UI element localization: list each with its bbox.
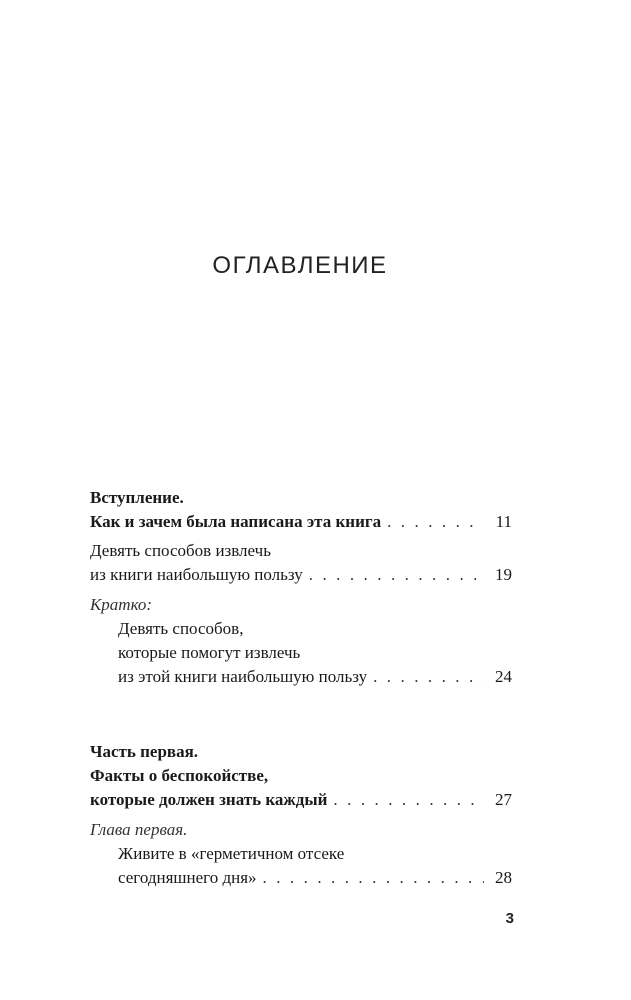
toc-entry-page-number: 24 [495,667,512,686]
toc-entry-chapter-one[interactable] [90,818,512,890]
toc-entry-introduction[interactable] [90,486,512,534]
toc-entry-title: сегодняшнего дня» [118,868,257,887]
toc-entry-line: Вступление. [90,488,184,507]
toc-entry-last-line [90,788,512,812]
toc-entry-title: из книги наибольшую пользу [90,565,303,584]
toc-entry-line: Девять способов, [118,619,244,638]
toc-entry-line: Часть первая. [90,742,199,761]
toc-entry-last-line [90,510,512,534]
toc-entry-page-number: 27 [495,790,512,809]
toc-entry-line: Факты о беспокойстве, [90,766,269,785]
toc-entry-last-line [90,563,512,587]
toc-entry-title: которые должен знать каждый [90,790,328,809]
toc-entry-last-line [90,866,512,890]
dot-leader [333,788,484,812]
dot-leader [263,866,484,890]
toc-entry-summary[interactable] [90,593,512,689]
toc-entry-part-one[interactable] [90,740,512,812]
dot-leader [309,563,484,587]
toc-entry-label: Кратко: [90,595,153,614]
toc-entry-page-number: 11 [495,512,512,531]
toc-heading: ОГЛАВЛЕНИЕ [212,252,388,279]
toc-entry-title: из этой книги наибольшую пользу [118,667,368,686]
toc-entry-nine-ways[interactable] [90,539,512,587]
toc-entry-page-number: 19 [495,565,512,584]
toc-entry-page-number: 28 [495,868,512,887]
dot-leader [373,665,484,689]
toc-entry-line: Девять способов извлечь [90,541,271,560]
dot-leader [387,510,484,534]
toc-entry-label: Глава первая. [90,820,188,839]
toc-entry-line: которые помогут извлечь [118,643,301,662]
toc-entry-line: Живите в «герметичном отсеке [118,844,345,863]
toc-entry-title: Как и зачем была написана эта книга [90,512,382,531]
page-number: 3 [505,910,514,927]
toc-entry-last-line [90,665,512,689]
